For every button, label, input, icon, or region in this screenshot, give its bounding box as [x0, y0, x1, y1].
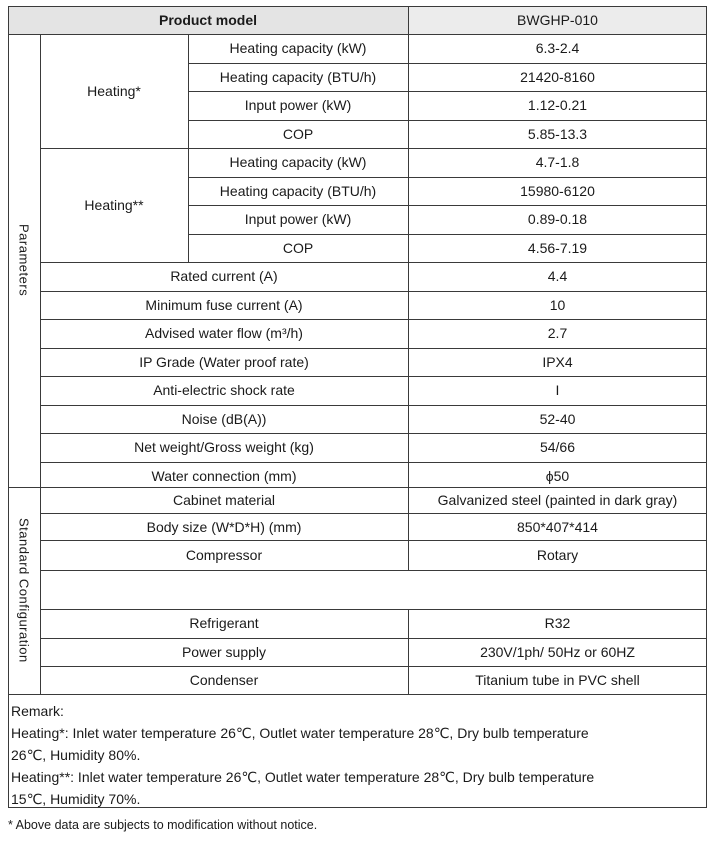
standard-row-label: Cabinet material [173, 492, 275, 508]
standard-row-label: Compressor [185, 547, 263, 563]
grid-line [40, 405, 707, 406]
remark-heating1-line1: Heating*: Inlet water temperature 26℃, Outlet water temperature 28℃, Dry bulb temperature [11, 725, 589, 741]
standard-row-value: R32 [544, 615, 571, 631]
standard-row-label: Body size (W*D*H) (mm) [146, 518, 302, 535]
param-row-label: Water connection (mm) [151, 467, 297, 484]
grid-line [40, 433, 707, 434]
heating2-row-value: 0.89-0.18 [527, 211, 588, 228]
standard-row-value: 850*407*414 [517, 518, 598, 535]
grid-line [8, 6, 9, 808]
section-parameters: Parameters [16, 223, 32, 297]
grid-line [8, 487, 707, 488]
heating1-row-value: 6.3-2.4 [535, 40, 580, 57]
grid-line [40, 570, 707, 571]
heating2-row-label: COP [282, 239, 314, 256]
remarks-title: Remark: [11, 703, 64, 719]
param-row-value: I [555, 382, 560, 399]
group-heating2: Heating** [84, 197, 144, 213]
param-row-label: Noise (dB(A)) [181, 410, 267, 427]
standard-row-value: 230V/1ph/ 50Hz or 60HZ [480, 644, 635, 660]
grid-line [408, 609, 409, 694]
grid-line [40, 262, 707, 263]
heating1-row-value: 5.85-13.3 [527, 125, 588, 142]
grid-line [706, 6, 707, 808]
remark-heating2-line2: 15℃, Humidity 70%. [11, 791, 141, 807]
grid-line [40, 609, 707, 610]
remarks-block [11, 700, 707, 810]
grid-line [188, 205, 707, 206]
standard-row-label: Refrigerant [189, 615, 259, 631]
standard-row-value: Galvanized steel (painted in dark gray) [437, 492, 678, 508]
param-row-label: Rated current (A) [170, 268, 278, 285]
grid-line [40, 540, 707, 541]
param-row-value: IPX4 [542, 353, 573, 370]
standard-row-value: Rotary [536, 547, 579, 563]
grid-line [8, 34, 707, 35]
param-row-label: Advised water flow (m³/h) [145, 325, 303, 342]
standard-row-label: Power supply [181, 644, 267, 660]
remark-heating2-line1: Heating**: Inlet water temperature 26℃, Outlet water temperature 28℃, Dry bulb temperature [11, 769, 595, 785]
grid-line [40, 319, 707, 320]
param-row-value: 4.4 [547, 268, 568, 285]
grid-line [40, 376, 707, 377]
heating1-row-label: COP [282, 125, 314, 142]
header-model: BWGHP-010 [517, 12, 598, 28]
footnote: * Above data are subjects to modification without notice. [8, 818, 318, 832]
heating2-row-label: Heating capacity (BTU/h) [219, 182, 377, 199]
heating2-row-value: 4.7-1.8 [535, 154, 580, 171]
param-row-value: 10 [549, 296, 566, 313]
param-row-value: 2.7 [547, 325, 568, 342]
group-heating1: Heating* [87, 83, 141, 99]
grid-line [40, 291, 707, 292]
heating2-row-label: Heating capacity (kW) [229, 154, 367, 171]
grid-line [40, 666, 707, 667]
grid-line [188, 120, 707, 121]
grid-line [40, 148, 707, 149]
param-row-label: Net weight/Gross weight (kg) [134, 439, 314, 456]
param-row-label: IP Grade (Water proof rate) [139, 353, 309, 370]
param-row-label: Anti-electric shock rate [153, 382, 295, 399]
grid-line [40, 34, 41, 694]
section-standard-configuration: Standard Configuration [16, 517, 32, 663]
heating1-row-label: Heating capacity (kW) [229, 40, 367, 57]
param-row-value: 52-40 [539, 410, 576, 427]
grid-line [188, 91, 707, 92]
grid-line [188, 177, 707, 178]
heating2-row-value: 15980-6120 [520, 182, 595, 199]
heating2-row-value: 4.56-7.19 [527, 239, 588, 256]
standard-row-value: Titanium tube in PVC shell [475, 672, 640, 688]
grid-line [188, 63, 707, 64]
heating1-row-label: Heating capacity (BTU/h) [219, 68, 377, 85]
heating1-row-value: 1.12-0.21 [527, 97, 588, 114]
grid-line [40, 462, 707, 463]
heating1-row-label: Input power (kW) [244, 97, 352, 114]
standard-row-label: Condenser [189, 672, 259, 688]
heating1-row-value: 21420-8160 [520, 68, 595, 85]
header-label: Product model [158, 12, 257, 28]
heating2-row-label: Input power (kW) [244, 211, 352, 228]
param-row-value: 54/66 [539, 439, 576, 456]
grid-line [188, 234, 707, 235]
grid-line [8, 6, 707, 7]
grid-line [40, 638, 707, 639]
grid-line [40, 348, 707, 349]
remark-heating1-line2: 26℃, Humidity 80%. [11, 747, 141, 763]
param-row-value: ϕ50 [545, 467, 570, 484]
grid-line [40, 513, 707, 514]
param-row-label: Minimum fuse current (A) [145, 296, 303, 313]
grid-line [8, 694, 707, 695]
